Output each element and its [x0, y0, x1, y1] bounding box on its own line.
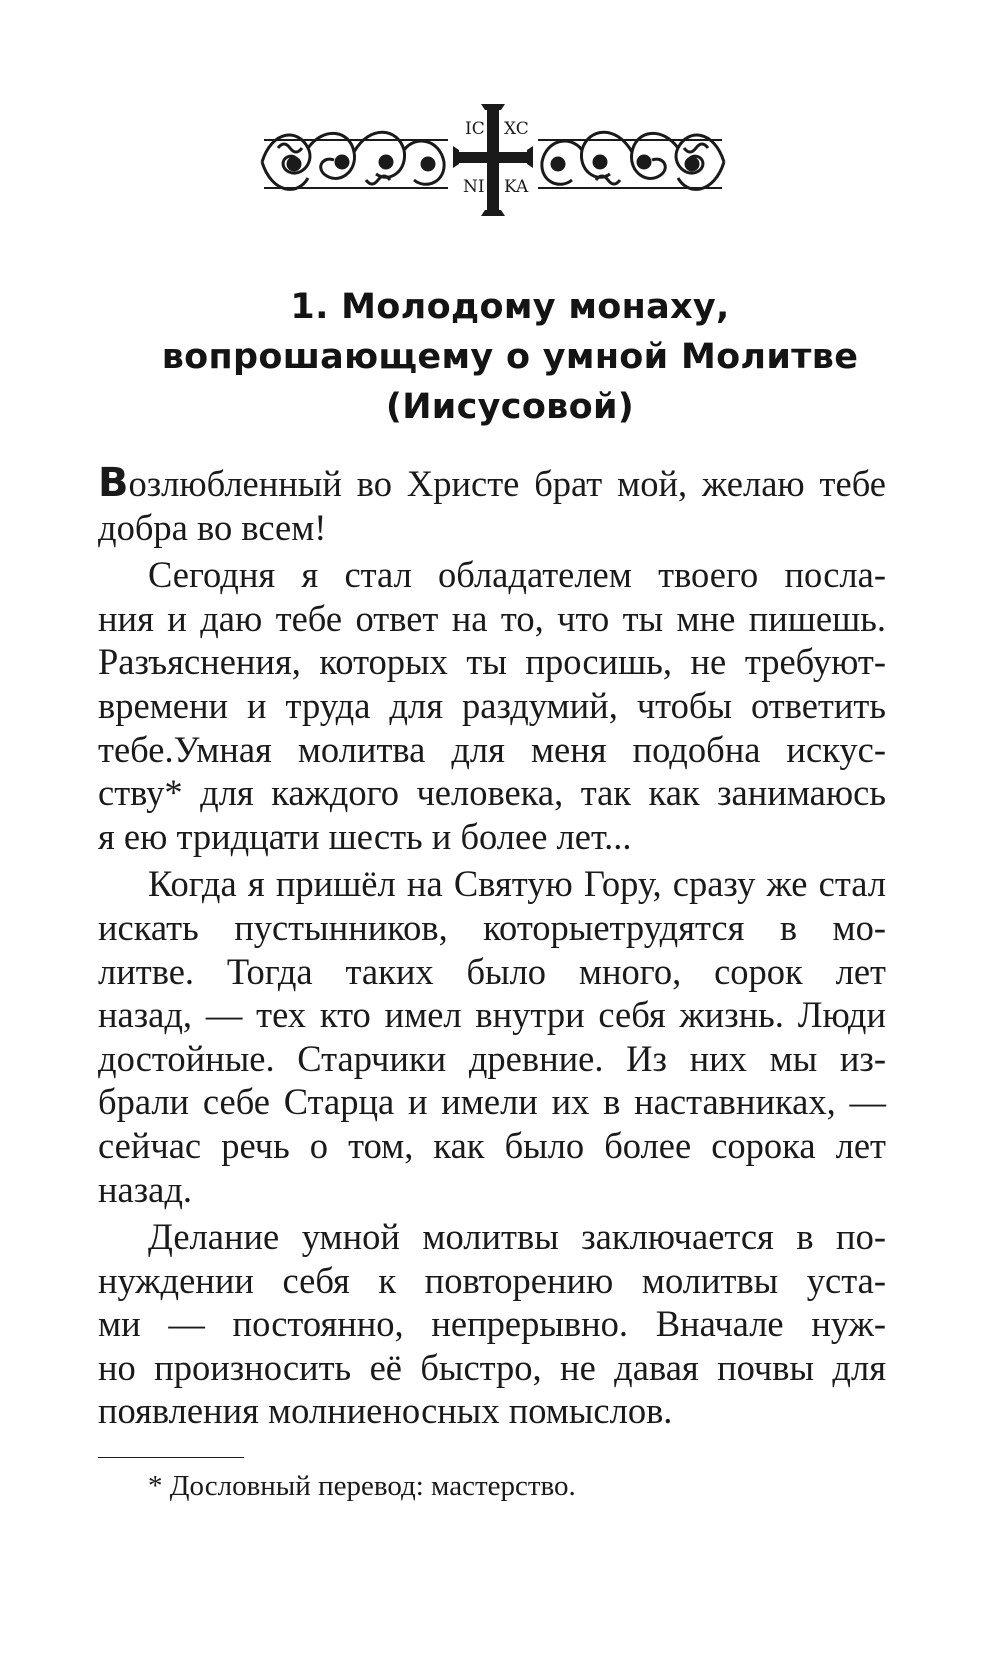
text-line: появления молниеносных помыслов.	[98, 1390, 673, 1432]
ornament-headpiece	[258, 100, 728, 220]
drop-cap: В	[98, 460, 129, 506]
text-line: достойные. Старчики древние. Из них мы из-	[98, 1037, 886, 1079]
text-line: нуждении себя к повторению молитвы уста-	[98, 1259, 886, 1301]
chapter-title	[120, 282, 900, 432]
cross-label-bl: NI	[463, 177, 485, 197]
text-line: брали себе Старца и имели их в наставниках, —	[98, 1081, 886, 1123]
text-line: Делание умной молитвы заключается в по-	[148, 1216, 886, 1258]
text-line: Разъяснения, которых ты просишь, не требуют-	[98, 641, 886, 683]
paragraph-2	[98, 553, 886, 858]
chapter-title-line-3: (Иисусовой)	[385, 387, 635, 427]
paragraph-4	[98, 1215, 886, 1433]
footnote-text: Дословный перевод: мастерство.	[169, 1470, 576, 1502]
text-line: ния и даю тебе ответ на то, что ты мне пишешь.	[98, 597, 886, 639]
text-line: Сегодня я стал обладателем твоего посла-	[148, 554, 886, 596]
text-line: Когда я пришёл на Святую Гору, сразу же стал	[148, 863, 886, 905]
text-line: но произносить её быстро, не давая почвы для	[98, 1346, 886, 1388]
text-line: назад, — тех кто имел внутри себя жизнь. Люди	[98, 994, 886, 1036]
text-line: искать пустынников, которыетрудятся в мо-	[98, 906, 886, 948]
paragraph-3	[98, 862, 886, 1211]
first-line-rest: озлюбленный во Христе брат мой, желаю тебе	[128, 463, 886, 504]
footnote-marker: *	[148, 1470, 163, 1502]
text-line: времени и труда для раздумий, чтобы ответить	[98, 684, 886, 726]
text-line	[98, 462, 886, 506]
right-scroll-ornament	[538, 132, 724, 189]
text-line: литве. Тогда таких было много, сорок лет	[98, 950, 886, 992]
text-line: назад.	[98, 1168, 193, 1210]
chapter-title-line-1: 1. Молодому монаху,	[290, 287, 730, 327]
footnote	[148, 1466, 576, 1506]
text-line: добра во всем!	[98, 506, 327, 548]
left-scroll-ornament	[262, 132, 448, 189]
footnote-divider	[98, 1457, 244, 1458]
paragraph-1	[98, 462, 886, 549]
cross-label-tl: IC	[465, 119, 485, 139]
text-line: ству* для каждого человека, так как занимаюсь	[98, 772, 886, 814]
text-line: я ею тридцати шесть и более лет...	[98, 815, 632, 857]
chapter-title-line-2: вопрошающему о умной Молитве	[161, 337, 859, 377]
text-line: ми — постоянно, непрерывно. Вначале нуж-	[98, 1303, 886, 1345]
cross-label-tr: XC	[504, 119, 529, 139]
cross-label-br: KA	[504, 177, 529, 197]
text-line: тебе.Умная молитва для меня подобна искус-	[98, 728, 886, 770]
text-line: сейчас речь о том, как было более сорока лет	[98, 1124, 886, 1166]
body-text	[98, 462, 886, 1433]
